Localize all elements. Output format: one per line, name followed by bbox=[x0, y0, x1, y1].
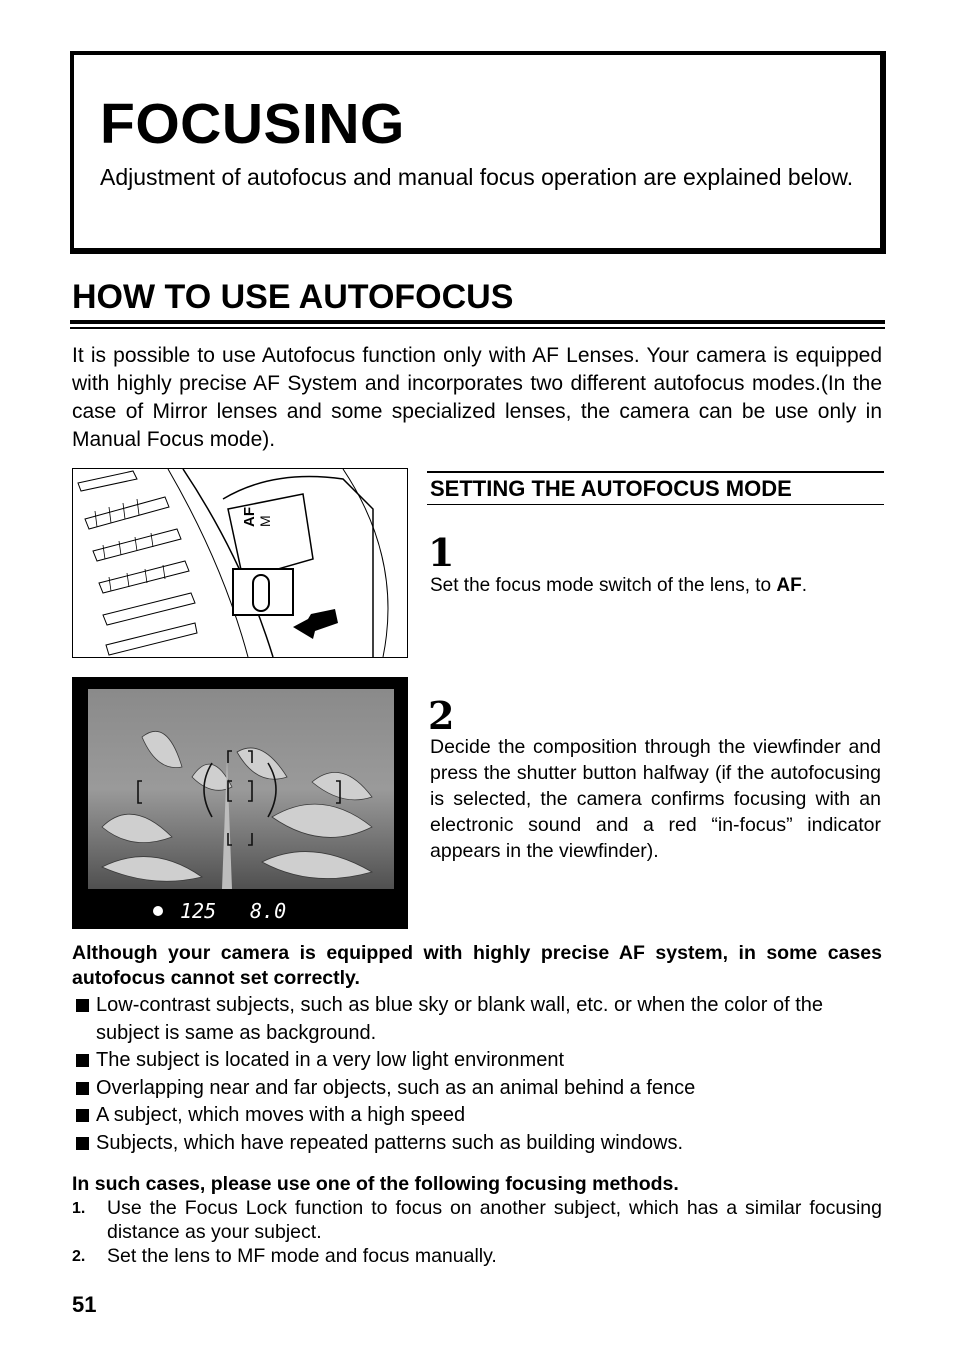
setting-rule-bottom bbox=[427, 504, 884, 505]
section-rule-thick bbox=[70, 320, 885, 324]
intro-paragraph: It is possible to use Autofocus function only with AF Lenses. Your camera is equipped with highly precise AF System and incorporates two different autofocus modes.(In the case of Mirror lenses and some specialized lenses, the camera can be use only in Manual Focus mode). bbox=[72, 344, 882, 451]
af-limitations-list bbox=[72, 992, 884, 1157]
list-item-number: 2. bbox=[72, 1248, 86, 1265]
list-item bbox=[72, 1102, 884, 1130]
list-item-number: 1. bbox=[72, 1200, 86, 1217]
list-item-text: Low-contrast subjects, such as blue sky or blank wall, etc. or when the color of the subject is same as background. bbox=[96, 994, 824, 1044]
list-item bbox=[72, 1244, 882, 1268]
list-item-text: A subject, which moves with a high speed bbox=[96, 1104, 466, 1126]
list-item bbox=[72, 992, 884, 1047]
page-title: FOCUSING bbox=[100, 92, 405, 156]
list-item bbox=[72, 1075, 884, 1103]
step-1-emphasis: AF bbox=[776, 575, 802, 596]
step-2-text: Decide the composition through the viewfinder and press the shutter button halfway (if the autofocusing is selected, the camera confirms focusing with an electronic sound and a red “in-focus” indicator appears in the viewfinder). bbox=[430, 736, 881, 862]
step-1-instruction: Set the focus mode switch of the lens, to bbox=[430, 575, 777, 596]
aperture-readout: 8.0 bbox=[250, 899, 287, 923]
step-1-number: 1 bbox=[428, 530, 455, 575]
list-item-text: Set the lens to MF mode and focus manually. bbox=[107, 1245, 497, 1267]
viewfinder-illustration bbox=[72, 677, 408, 929]
switch-label-af: AF bbox=[241, 507, 258, 527]
bullet-square-icon bbox=[76, 1054, 89, 1067]
list-item bbox=[72, 1196, 882, 1244]
list-item-text: Use the Focus Lock function to focus on another subject, which has a similar focusing distance as your subject. bbox=[107, 1197, 882, 1243]
step-1-suffix: . bbox=[801, 575, 808, 596]
bullet-square-icon bbox=[76, 1082, 89, 1095]
step-1-text bbox=[430, 573, 807, 599]
af-warning: Although your camera is equipped with highly precise AF system, in some cases autofocus cannot set correctly. bbox=[72, 942, 882, 989]
list-item-text: Overlapping near and far objects, such as an animal behind a fence bbox=[96, 1076, 696, 1099]
methods-title: In such cases, please use one of the following focusing methods. bbox=[72, 1173, 679, 1195]
list-item bbox=[72, 1047, 884, 1075]
page-number: 51 bbox=[72, 1292, 97, 1317]
intro-text: Adjustment of autofocus and manual focus operation are explained below. bbox=[100, 164, 854, 190]
list-item-text: Subjects, which have repeated patterns such as building windows. bbox=[96, 1131, 684, 1154]
setting-title: SETTING THE AUTOFOCUS MODE bbox=[430, 476, 792, 501]
section-rule-thin bbox=[70, 327, 885, 329]
list-item-text: The subject is located in a very low light environment bbox=[96, 1049, 565, 1071]
section-title: HOW TO USE AUTOFOCUS bbox=[72, 278, 514, 316]
bullet-square-icon bbox=[76, 1109, 89, 1122]
list-item bbox=[72, 1130, 884, 1158]
setting-rule-top bbox=[427, 471, 884, 473]
in-focus-indicator bbox=[153, 906, 163, 916]
switch-label-m: M bbox=[257, 515, 273, 527]
bullet-square-icon bbox=[76, 1137, 89, 1150]
step-2-number: 2 bbox=[428, 693, 455, 738]
lens-focus-switch-illustration bbox=[72, 468, 408, 658]
lens-drawing bbox=[73, 469, 407, 657]
viewfinder-scene bbox=[72, 677, 408, 929]
shutter-speed-readout: 125 bbox=[180, 899, 217, 923]
bullet-square-icon bbox=[76, 999, 89, 1012]
focusing-methods-list bbox=[72, 1196, 882, 1268]
